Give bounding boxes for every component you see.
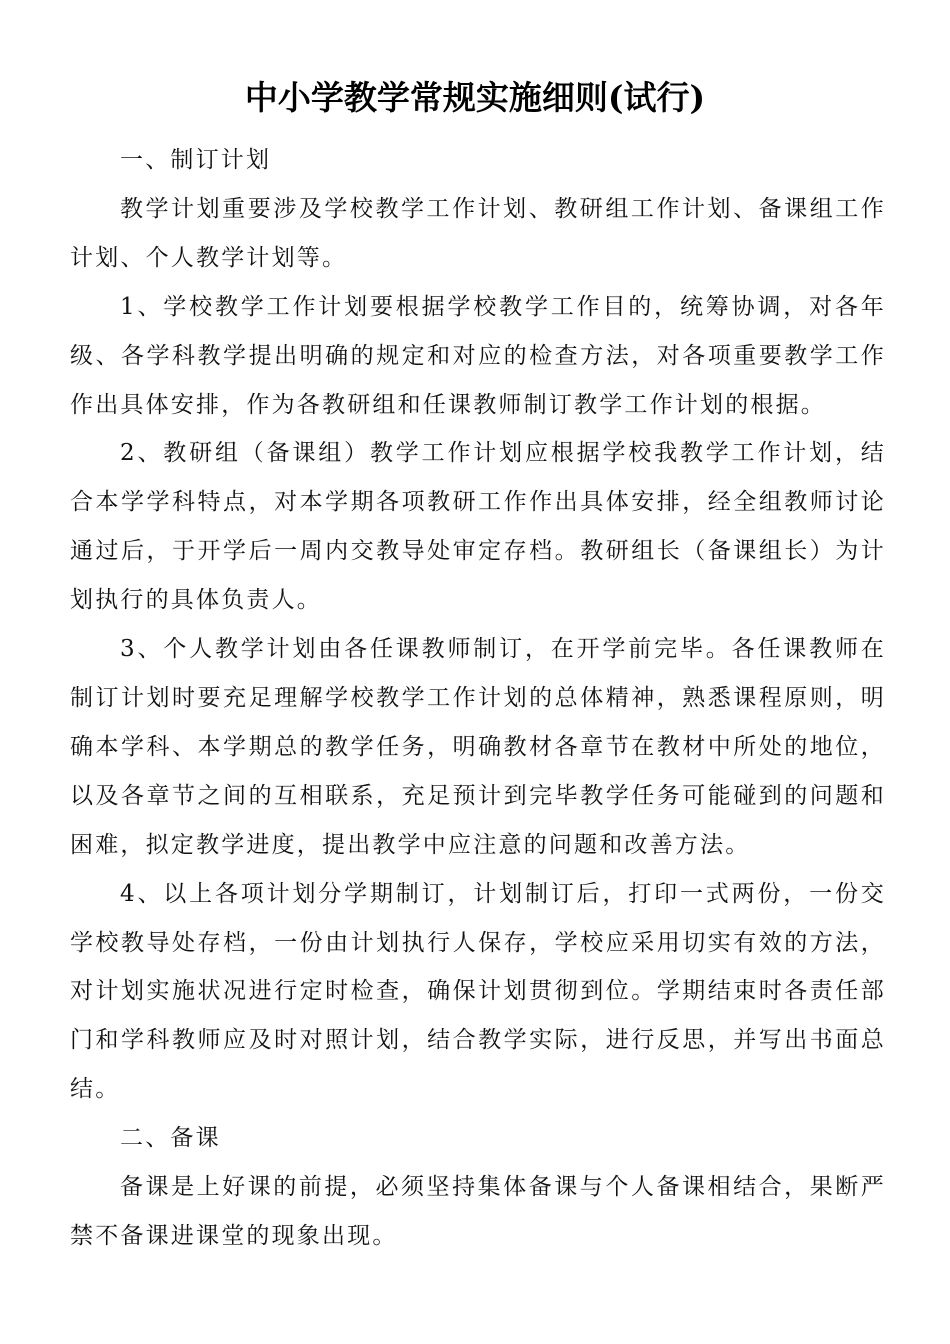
body-paragraph: 1、学校教学工作计划要根据学校教学工作目的，统筹协调，对各年级、各学科教学提出明确的规定和对应的检查方法，对各项重要教学工作作出具体安排，作为各教研组和任课教师制订教学工作计划的根据。 xyxy=(70,293,886,418)
document-body xyxy=(70,136,886,1261)
body-paragraph: 备课是上好课的前提，必须坚持集体备课与个人备课相结合，果断严禁不备课进课堂的现象出现。 xyxy=(70,1174,886,1249)
document-title: 中小学教学常规实施细则(试行) xyxy=(244,78,706,117)
body-paragraph: 4、以上各项计划分学期制订，计划制订后，打印一式两份，一份交学校教导处存档，一份由计划执行人保存，学校应采用切实有效的方法，对计划实施状况进行定时检查，确保计划贯彻到位。学期结束时各责任部门和学科教师应及时对照计划，结合教学实际，进行反思，并写出书面总结。 xyxy=(70,880,886,1103)
body-paragraph: 2、教研组（备课组）教学工作计划应根据学校我教学工作计划，结合本学学科特点，对本学期各项教研工作作出具体安排，经全组教师讨论通过后，于开学后一周内交教导处审定存档。教研组长（备课组长）为计划执行的具体负责人。 xyxy=(70,440,886,614)
body-paragraph: 3、个人教学计划由各任课教师制订，在开学前完毕。各任课教师在制订计划时要充足理解学校教学工作计划的总体精神，熟悉课程原则，明确本学科、本学期总的教学任务，明确教材各章节在教材中所处的地位，以及各章节之间的互相联系，充足预计到完毕教学任务可能碰到的问题和困难，拟定教学进度，提出教学中应注意的问题和改善方法。 xyxy=(70,636,886,858)
section-heading: 二、备课 xyxy=(120,1125,221,1152)
section-heading: 一、制订计划 xyxy=(120,147,272,173)
body-paragraph: 教学计划重要涉及学校教学工作计划、教研组工作计划、备课组工作计划、个人教学计划等。 xyxy=(70,195,886,271)
